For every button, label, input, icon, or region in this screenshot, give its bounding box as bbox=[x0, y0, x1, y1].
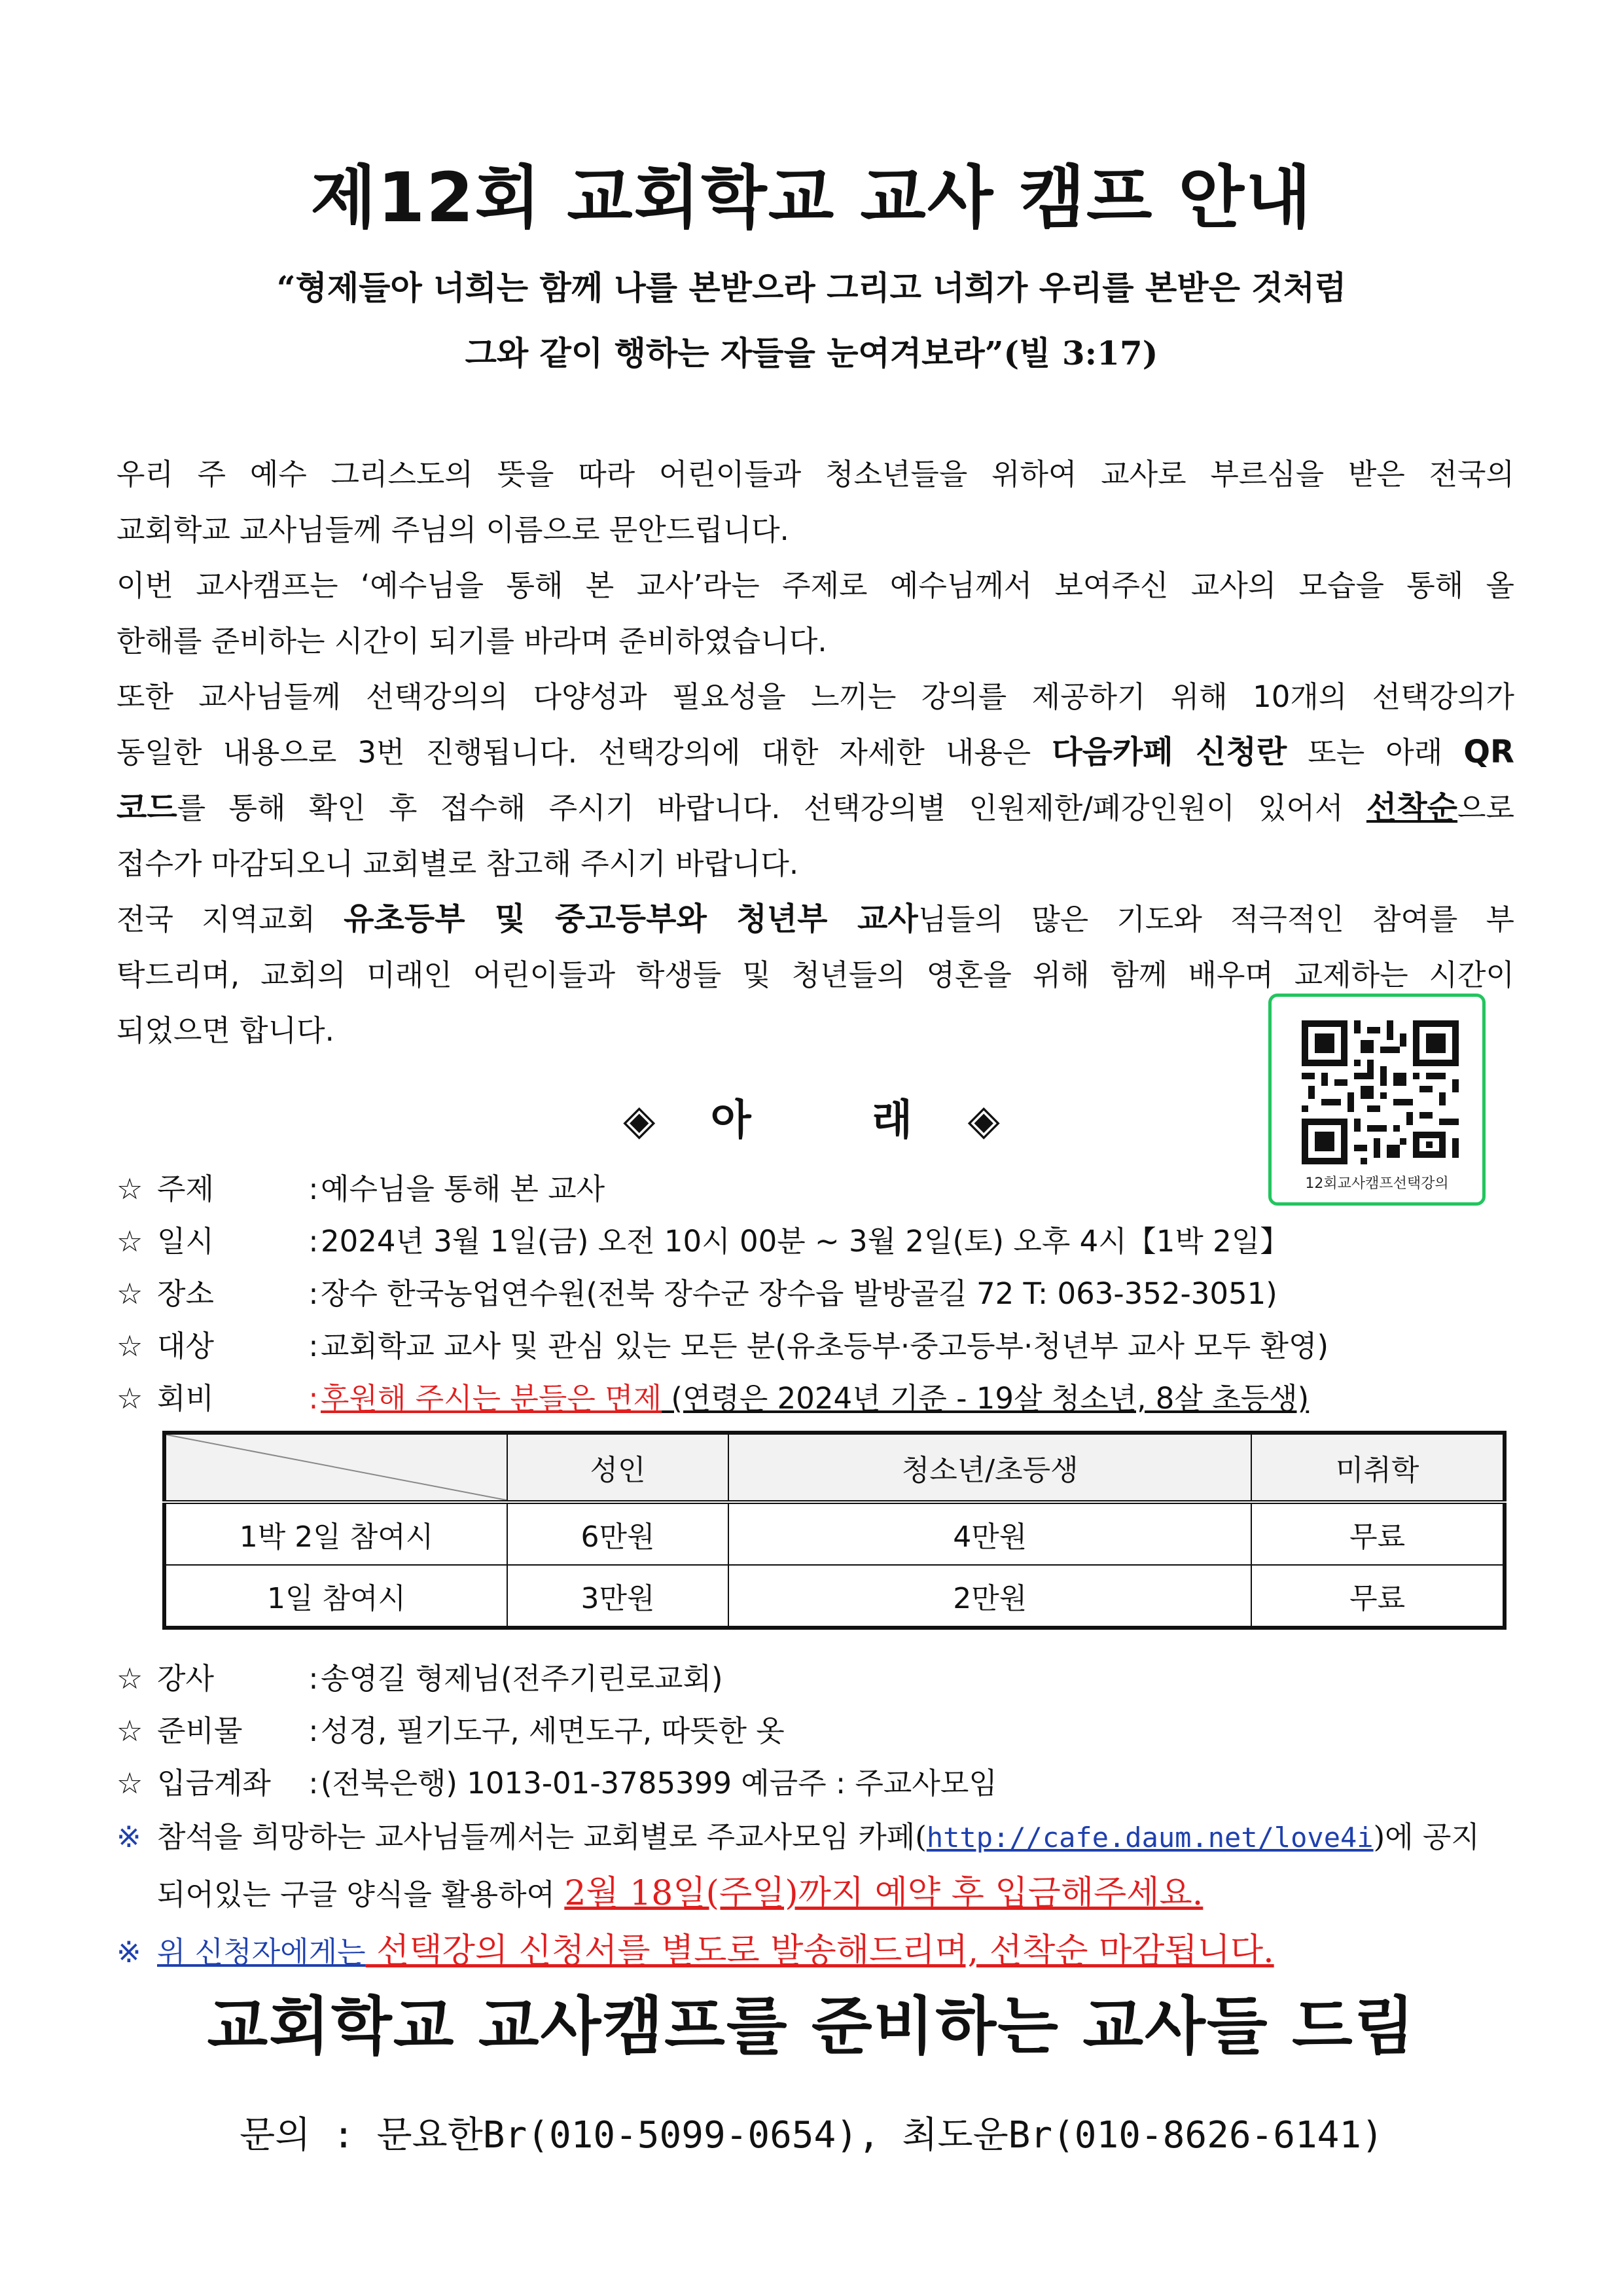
intro-paragraph-2: 이번 교사캠프는 ‘예수님을 통해 본 교사’라는 주제로 예수님께서 보여주신 교사의 모습을 통해 올 한해를 준비하는 시간이 되기를 바라며 준비하였습니다. bbox=[116, 568, 1514, 658]
star-icon: ☆ bbox=[116, 1172, 143, 1206]
star-icon: ☆ bbox=[116, 1224, 143, 1259]
item-speaker: ☆ 강사 :송영길 형제님(전주기린로교회) bbox=[116, 1661, 723, 1696]
table-row: 1박 2일 참여시 6만원 4만원 무료 bbox=[164, 1502, 1505, 1565]
table-header-row bbox=[164, 1433, 1505, 1502]
fee-table bbox=[162, 1431, 1507, 1630]
diamond-icon: ◈ bbox=[967, 1096, 1000, 1145]
star-icon: ☆ bbox=[116, 1329, 143, 1363]
bible-verse-line-1: “형제들아 너희는 함께 나를 본받으라 그리고 너희가 우리를 본받은 것처럼 bbox=[276, 268, 1347, 307]
page-title: 제12회 교회학교 교사 캠프 안내 bbox=[310, 158, 1313, 238]
note-elective: ※ 위 신청자에게는 선택강의 신청서를 별도로 발송해드리며, 선착순 마감됩니다. bbox=[116, 1931, 1274, 1971]
fee-waiver-note: 후원해 주시는 분들은 면제 bbox=[321, 1381, 662, 1416]
table-header-youth: 청소년/초등생 bbox=[728, 1433, 1251, 1502]
reference-mark-icon: ※ bbox=[116, 1935, 141, 1969]
item-fee: ☆ 회비 :후원해 주시는 분들은 면제 (연령은 2024년 기준 - 19살 청소년, 8살 초등생) bbox=[116, 1381, 1310, 1416]
item-account: ☆ 입금계좌 :(전북은행) 1013-01-3785399 예금주 : 주교사모임 bbox=[116, 1766, 997, 1801]
footer-signature: 교회학교 교사캠프를 준비하는 교사들 드림 bbox=[207, 1990, 1416, 2063]
cafe-link[interactable]: http://cafe.daum.net/love4i bbox=[926, 1821, 1374, 1854]
first-come-highlight: 선착순 bbox=[1366, 789, 1458, 826]
bible-verse-line-2: 그와 같이 행하는 자들을 눈여겨보라”(빌 3:17) bbox=[465, 334, 1158, 372]
star-icon: ☆ bbox=[116, 1766, 143, 1801]
star-icon: ☆ bbox=[116, 1381, 143, 1416]
note-registration: ※ 참석을 희망하는 교사님들께서는 교회별로 주교사모임 카페(http://cafe.daum.net/love4i)에 공지 bbox=[116, 1820, 1480, 1854]
target-departments-highlight: 유초등부 및 중고등부와 청년부 교사 bbox=[344, 901, 918, 937]
qr-caption: 12회교사캠프선택강의 bbox=[1305, 1175, 1449, 1192]
intro-paragraph-4: 전국 지역교회 유초등부 및 중고등부와 청년부 교사님들의 많은 기도와 적극적인 참여를 부 탁드리며, 교회의 미래인 어린이들과 학생들 및 청년들의 영혼을 위해 함께 배우며 교제하는 시간이 되었으면 합니다. bbox=[116, 891, 1514, 1058]
star-icon: ☆ bbox=[116, 1713, 143, 1748]
intro-p3-line-3: 코드를 통해 확인 후 접수해 주시기 바랍니다. 선택강의별 인원제한/폐강인원이 있어서 선착순으로 bbox=[116, 789, 1514, 826]
contact-info: 문의 : 문요한Br(010-5099-0654), 최도운Br(010-8626-6141) bbox=[240, 2114, 1383, 2157]
star-icon: ☆ bbox=[116, 1276, 143, 1311]
table-corner-cell bbox=[164, 1433, 507, 1502]
intro-p4-line-1: 전국 지역교회 유초등부 및 중고등부와 청년부 교사님들의 많은 기도와 적극적인 참여를 부 bbox=[116, 901, 1514, 937]
table-header-adult: 성인 bbox=[507, 1433, 728, 1502]
deadline-note: 2월 18일(주일)까지 예약 후 입금해주세요. bbox=[564, 1874, 1204, 1913]
item-place: ☆ 장소 :장수 한국농업연수원(전북 장수군 장수읍 발방골길 72 T: 063-352-3051) bbox=[116, 1276, 1277, 1311]
reference-mark-icon: ※ bbox=[116, 1820, 141, 1854]
star-icon: ☆ bbox=[116, 1661, 143, 1696]
note-registration-cont: 되어있는 구글 양식을 활용하여 2월 18일(주일)까지 예약 후 입금해주세요. bbox=[157, 1874, 1204, 1913]
item-supplies: ☆ 준비물 :성경, 필기도구, 세면도구, 따뜻한 옷 bbox=[116, 1713, 785, 1748]
intro-paragraph-1: 우리 주 예수 그리스도의 뜻을 따라 어린이들과 청소년들을 위하여 교사로 부르심을 받은 전국의 교회학교 교사님들께 주님의 이름으로 문안드립니다. bbox=[116, 457, 1514, 547]
daum-cafe-highlight: 다음카페 신청란 bbox=[1052, 734, 1287, 770]
elective-notice: 선택강의 신청서를 별도로 발송해드리며, 선착순 마감됩니다. bbox=[365, 1931, 1274, 1971]
section-heading: ◈ 아 래 ◈ bbox=[623, 1096, 1000, 1145]
diamond-icon: ◈ bbox=[623, 1096, 656, 1145]
item-target: ☆ 대상 :교회학교 교사 및 관심 있는 모든 분(유초등부·중고등부·청년부 교사 모두 환영) bbox=[116, 1329, 1329, 1363]
diagonal-line bbox=[166, 1435, 507, 1500]
item-theme: ☆ 주제 :예수님을 통해 본 교사 bbox=[116, 1172, 605, 1206]
table-header-preschool: 미취학 bbox=[1251, 1433, 1505, 1502]
item-date: ☆ 일시 :2024년 3월 1일(금) 오전 10시 00분 ~ 3월 2일(토) 오후 4시【1박 2일】 bbox=[116, 1224, 1290, 1259]
intro-p3-line-2: 동일한 내용으로 3번 진행됩니다. 선택강의에 대한 자세한 내용은 다음카페 신청란 또는 아래 QR bbox=[116, 734, 1514, 770]
table-row: 1일 참여시 3만원 2만원 무료 bbox=[164, 1565, 1505, 1628]
intro-paragraph-3: 또한 교사님들께 선택강의의 다양성과 필요성을 느끼는 강의를 제공하기 위해 10개의 선택강의가 동일한 내용으로 3번 진행됩니다. 선택강의에 대한 자세한 내용은 다음카페 신청란 또는 아래 QR 코드를 통해 확인 후 접수해 주시기 바랍니다. 선택강의별 인원제한/폐강인원이 있어서 선착순으로 접수가 마감되오니 교회별로 참고해 주시기 바랍니다. bbox=[116, 679, 1514, 881]
